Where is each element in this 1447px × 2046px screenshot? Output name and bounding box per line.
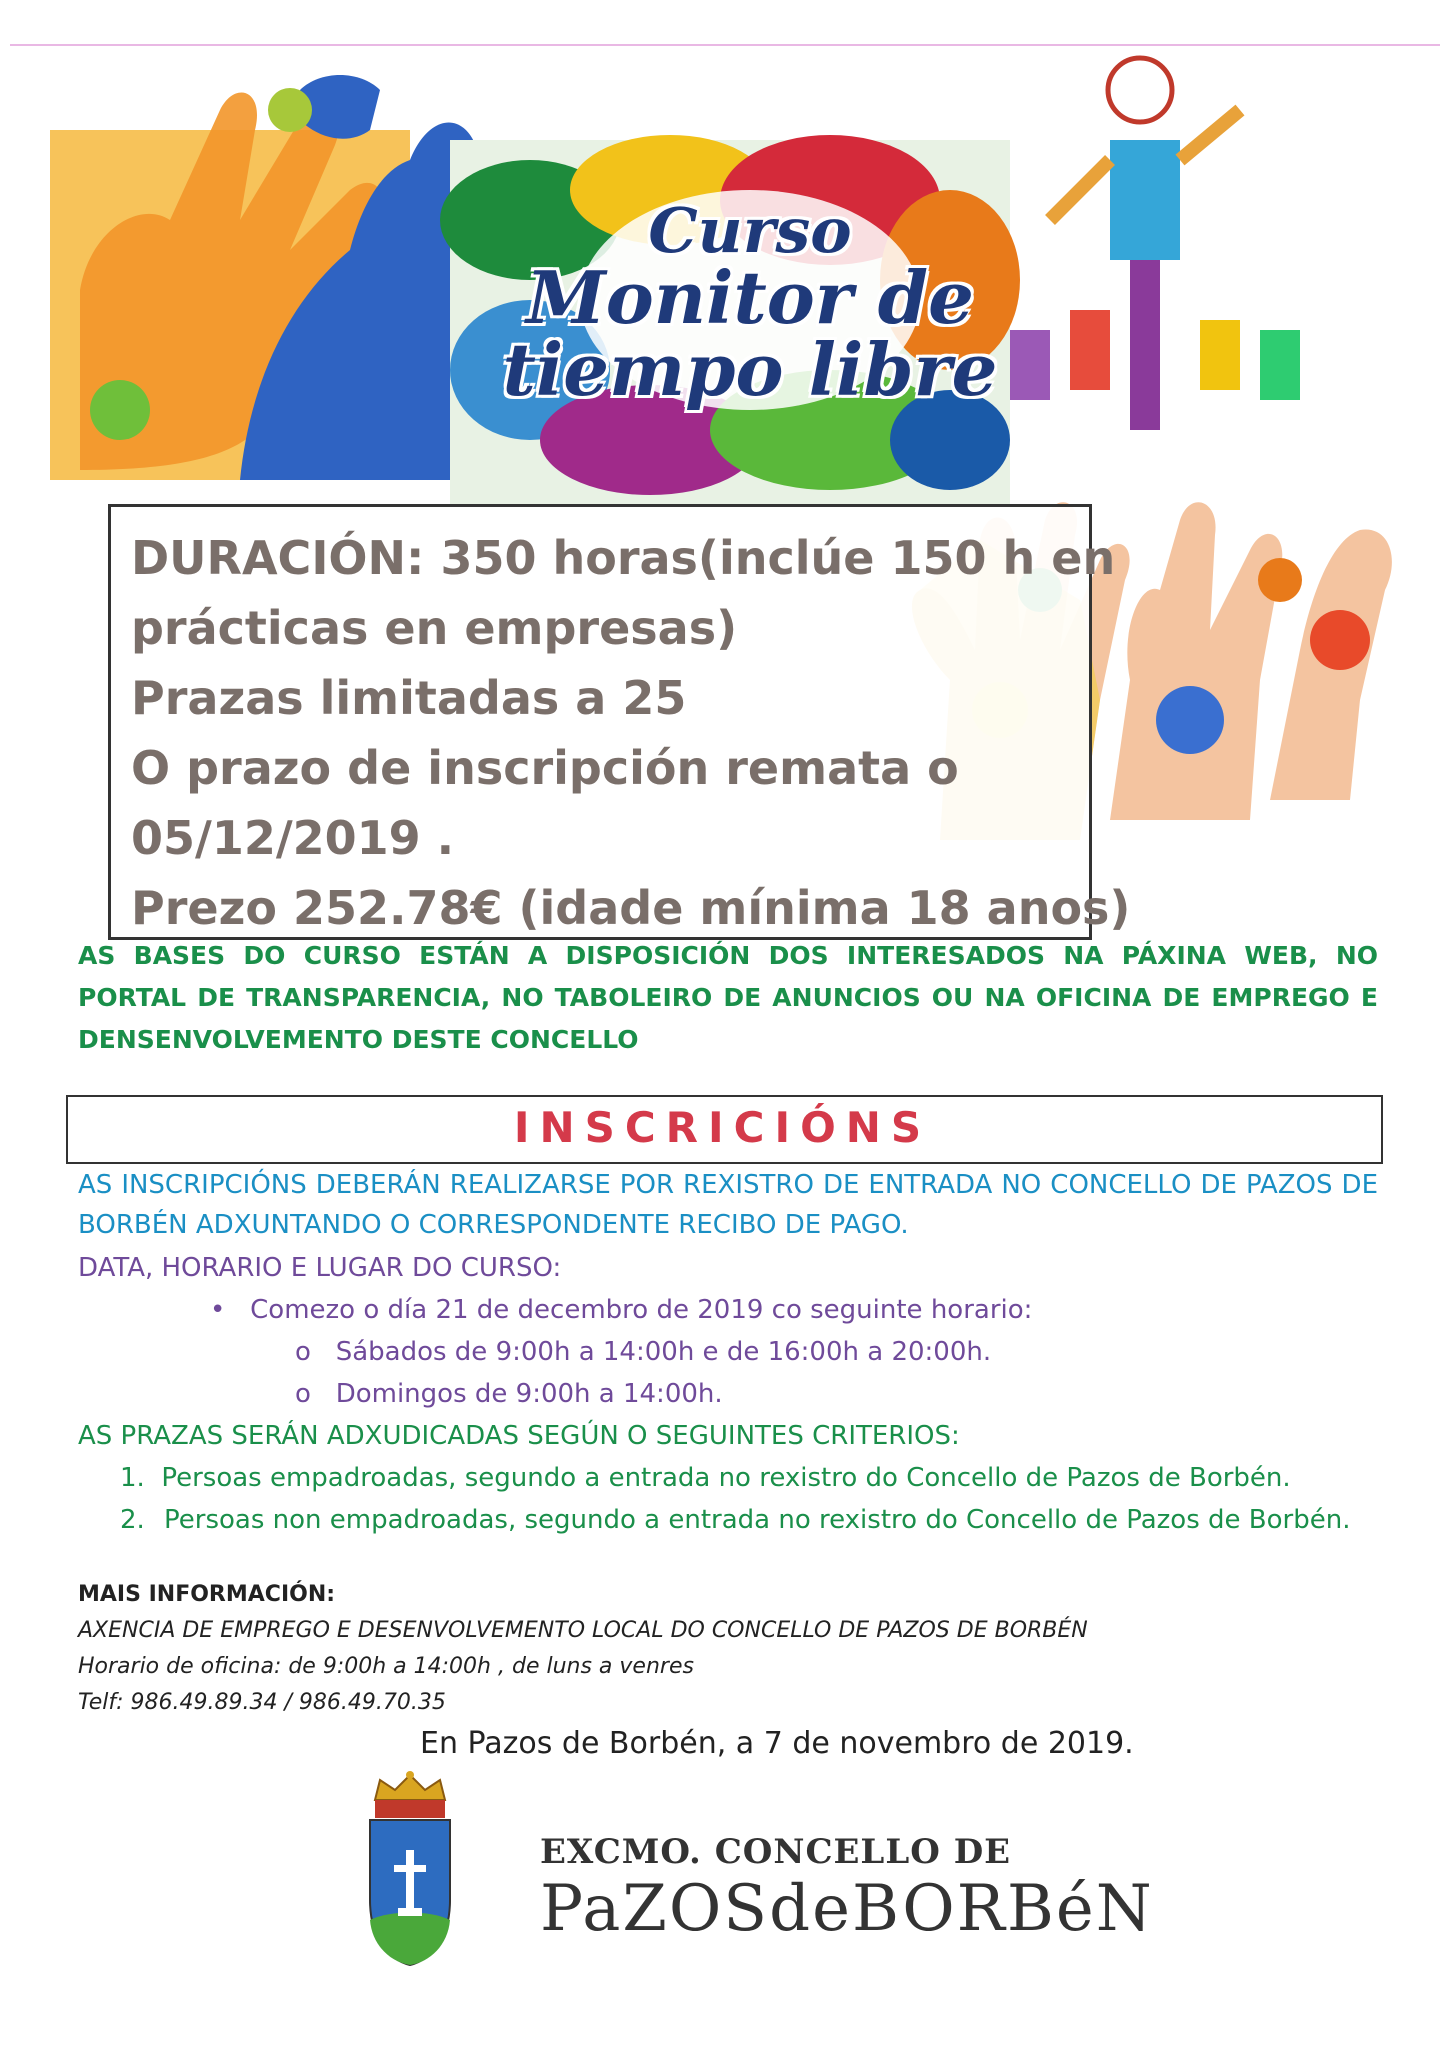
info-duration: DURACIÓN: 350 horas(inclúe 150 h en [131, 531, 1116, 585]
circle-bullet-icon: o [295, 1379, 336, 1409]
info-deadline-date: 05/12/2019 . [131, 811, 455, 865]
course-title-line-3: tiempo libre [502, 327, 998, 412]
course-title [470, 194, 1030, 412]
org-name-line-2: PaZOSdeBORBéN [540, 1872, 1154, 1946]
info-practices: prácticas en empresas) [131, 601, 738, 655]
bullet-icon: • [210, 1295, 251, 1325]
info-price: Prezo 252.78€ (idade mínima 18 anos) [131, 881, 1131, 935]
phone-numbers: Telf: 986.49.89.34 / 986.49.70.35 [78, 1690, 446, 1715]
criteria-item-1 [120, 1458, 1291, 1498]
more-info-heading: MAIS INFORMACIÓN: [78, 1582, 336, 1607]
bases-notice: AS BASES DO CURSO ESTÁN A DISPOSICIÓN DOS INTERESADOS NA PÁXINA WEB, NO PORTAL DE TRANSPARENCIA, NO TABOLEIRO DE ANUNCIOS OU NA OFICINA DE EMPREGO E DENSENVOLVEMENTO DESTE CONCELLO [78, 941, 1378, 1054]
criteria-num-2: 2. [120, 1505, 145, 1535]
saturdays-text: Sábados de 9:00h a 14:00h e de 16:00h a 20:00h. [335, 1337, 992, 1367]
info-deadline: O prazo de inscripción remata o [131, 741, 959, 795]
course-title-line-1: Curso [648, 194, 852, 267]
criteria-item-2 [120, 1500, 1378, 1540]
schedule-sundays [295, 1374, 723, 1414]
criteria-heading: AS PRAZAS SERÁN ADXUDICADAS SEGÚN O SEGUINTES CRITERIOS: [78, 1421, 960, 1451]
office-hours: Horario de oficina: de 9:00h a 14:00h , de luns a venres [78, 1654, 694, 1679]
criteria-text-2: Persoas non empadroadas, segundo a entrada no rexistro do Concello de Pazos de Borbén. [164, 1505, 1351, 1535]
schedule-saturdays [295, 1332, 991, 1372]
schedule-start [210, 1290, 1032, 1330]
place-date-signoff: En Pazos de Borbén, a 7 de novembro de 2019. [420, 1726, 1134, 1761]
org-name-line-1: EXCMO. CONCELLO DE [540, 1832, 1012, 1872]
coat-of-arms-icon [360, 1770, 460, 1975]
circle-bullet-icon: o [295, 1337, 336, 1367]
inscricions-title: INSCRICIÓNS [513, 1103, 932, 1152]
info-places: Prazas limitadas a 25 [131, 671, 687, 725]
inscription-instructions: AS INSCRIPCIÓNS DEBERÁN REALIZARSE POR REXISTRO DE ENTRADA NO CONCELLO DE PAZOS DE BORBÉN ADXUNTANDO O CORRESPONDENTE RECIBO DE PAGO. [78, 1170, 1378, 1240]
criteria-text-1: Persoas empadroadas, segundo a entrada no rexistro do Concello de Pazos de Borbén. [161, 1463, 1291, 1493]
sundays-text: Domingos de 9:00h a 14:00h. [335, 1379, 723, 1409]
top-divider [10, 44, 1440, 46]
schedule-heading: DATA, HORARIO E LUGAR DO CURSO: [78, 1253, 562, 1283]
agency-name: AXENCIA DE EMPREGO E DESENVOLVEMENTO LOCAL DO CONCELLO DE PAZOS DE BORBÉN [78, 1618, 1088, 1643]
schedule-start-text: Comezo o día 21 de decembro de 2019 co seguinte horario: [250, 1295, 1033, 1325]
course-info-box [108, 504, 1131, 940]
course-title-line-2: Monitor de [526, 255, 974, 340]
criteria-num-1: 1. [120, 1463, 145, 1493]
